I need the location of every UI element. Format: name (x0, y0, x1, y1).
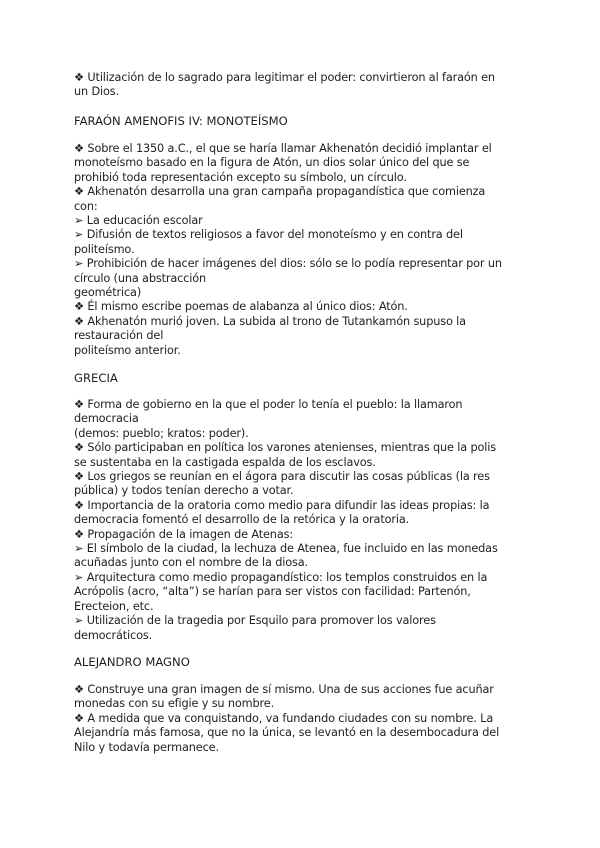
section-heading: FARAÓN AMENOFIS IV: MONOTEÍSMO (74, 114, 288, 128)
section-alejandro-body (74, 683, 530, 755)
text-line: ➢ Prohibición de hacer imágenes del dios: sólo se lo podía representar por un (74, 257, 502, 271)
section-heading: GRECIA (74, 371, 118, 385)
text-line: ❖ Los griegos se reunían en el ágora para discutir las cosas públicas (la res (74, 470, 490, 484)
text-line: ❖ Sólo participaban en política los varones atenienses, mientras que la polis (74, 441, 496, 455)
text-line: geométrica) (74, 286, 142, 300)
text-line: restauración del (74, 329, 164, 343)
text-line: democracia (74, 412, 139, 426)
text-line: Nilo y todavía permanece. (74, 740, 219, 754)
text-line: se sustentaba en la castigada espalda de los esclavos. (74, 455, 376, 469)
text-line: un Dios. (74, 85, 119, 99)
text-line: politeísmo anterior. (74, 343, 181, 357)
text-line: ➢ Arquitectura como medio propagandístico: los templos construidos en la (74, 570, 488, 584)
text-line: ❖ Importancia de la oratoria como medio para difundir las ideas propias: la (74, 498, 490, 512)
text-line: ❖ Sobre el 1350 a.C., el que se haría llamar Akhenatón decidió implantar el (74, 142, 492, 155)
section-akhenaton-body (74, 142, 530, 358)
text-line: (demos: pueblo; kratos: poder). (74, 426, 249, 440)
text-line: democráticos. (74, 628, 153, 642)
text-line: ❖ Construye una gran imagen de sí mismo. Una de sus acciones fue acuñar (74, 683, 494, 696)
text-line: ❖ Utilización de lo sagrado para legitimar el poder: convirtieron al faraón en (74, 71, 495, 84)
text-line: pública) y todos tenían derecho a votar. (74, 484, 294, 498)
text-line: ❖ A medida que va conquistando, va fundando ciudades con su nombre. La (74, 711, 494, 725)
text-line: monedas con su efigie y su nombre. (74, 697, 275, 711)
text-line: ➢ Difusión de textos religiosos a favor del monoteísmo y en contra del (74, 228, 463, 242)
text-line: ➢ El símbolo de la ciudad, la lechuza de Atenea, fue incluido en las monedas (74, 542, 498, 556)
text-line: ❖ Él mismo escribe poemas de alabanza al único dios: Atón. (74, 300, 408, 314)
text-line: Alejandría más famosa, que no la única, se levantó en la desembocadura del (74, 726, 500, 740)
text-line: ❖ Akhenatón desarrolla una gran campaña propagandística que comienza (74, 185, 486, 199)
section-grecia (74, 371, 530, 385)
text-line: Erecteion, etc. (74, 599, 154, 613)
text-line: democracia fomentó el desarrollo de la retórica y la oratoria. (74, 513, 410, 527)
text-line: ❖ Akhenatón murió joven. La subida al trono de Tutankamón supuso la (74, 314, 466, 328)
text-line: ➢ La educación escolar (74, 214, 203, 228)
text-line: ❖ Propagación de la imagen de Atenas: (74, 527, 293, 541)
text-line: ❖ Forma de gobierno en la que el poder lo tenía el pueblo: la llamaron (74, 398, 463, 411)
text-line: círculo (una abstracción (74, 271, 207, 285)
section-grecia-body (74, 398, 530, 643)
intro-paragraph (74, 71, 530, 100)
text-line: con: (74, 199, 98, 213)
section-akhenaton (74, 114, 530, 128)
text-line: politeísmo. (74, 242, 135, 256)
text-line: Acrópolis (acro, “alta”) se harían para ser vistos con facilidad: Partenón, (74, 585, 471, 599)
text-line: acuñadas junto con el nombre de la diosa. (74, 556, 308, 570)
text-line: ➢ Utilización de la tragedia por Esquilo para promover los valores (74, 614, 436, 628)
section-alejandro (74, 655, 530, 669)
text-line: prohibió toda representación excepto su símbolo, un círculo. (74, 170, 407, 184)
section-heading: ALEJANDRO MAGNO (74, 655, 190, 669)
text-line: monoteísmo basado en la figura de Atón, un dios solar único del que se (74, 156, 470, 170)
